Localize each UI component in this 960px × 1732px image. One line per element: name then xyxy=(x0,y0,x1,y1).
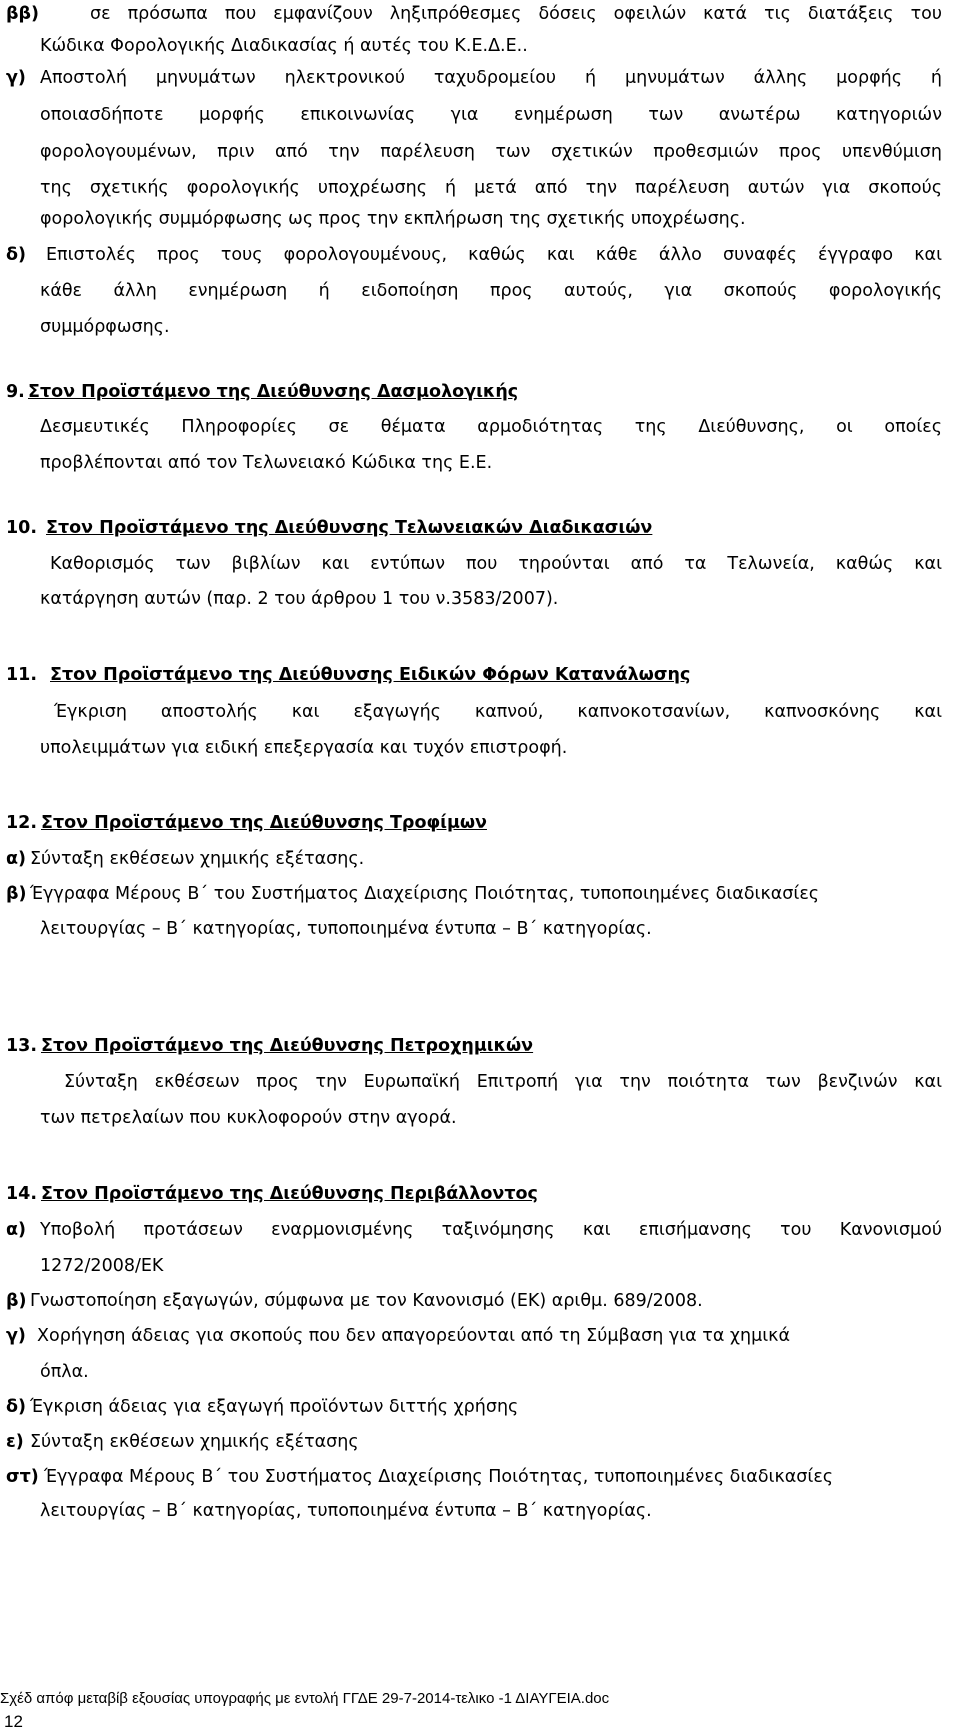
section-heading: Στον Προϊστάμενο της Διεύθυνσης Περιβάλλοντος xyxy=(41,1184,538,1204)
paragraph-line: φορολογουμένων, πριν από την παρέλευση των σχετικών προθεσμιών προς υπενθύμιση xyxy=(40,142,942,162)
section-number: 10. xyxy=(6,518,38,538)
page-number: 12 xyxy=(4,1712,23,1731)
paragraph-line: Κώδικα Φορολογικής Διαδικασίας ή αυτές του Κ.Ε.Δ.Ε.. xyxy=(40,36,528,56)
paragraph-line: Σύνταξη εκθέσεων χημικής εξέτασης xyxy=(30,1432,359,1452)
item-marker: ε) xyxy=(6,1432,24,1452)
paragraph-line: Έγγραφα Μέρους Β΄ του Συστήματος Διαχείρισης Ποιότητας, τυποποιημένες διαδικασίες xyxy=(30,884,820,904)
item-marker: γ) xyxy=(6,1326,26,1346)
paragraph-line: των πετρελαίων που κυκλοφορούν στην αγορά. xyxy=(40,1108,457,1128)
paragraph-line: υπολειμμάτων για ειδική επεξεργασία και τυχόν επιστροφή. xyxy=(40,738,568,758)
item-marker: δ) xyxy=(6,1397,27,1417)
paragraph-line: προβλέπονται από τον Τελωνειακό Κώδικα της Ε.Ε. xyxy=(40,453,493,473)
paragraph-line: κατάργηση αυτών (παρ. 2 του άρθρου 1 του ν.3583/2007). xyxy=(40,589,559,609)
section-number: 13. xyxy=(6,1036,38,1056)
paragraph-line: Δεσμευτικές Πληροφορίες σε θέματα αρμοδιότητας της Διεύθυνσης, οι οποίες xyxy=(40,417,942,437)
item-marker: γ) xyxy=(6,68,26,88)
paragraph-line: Σύνταξη εκθέσεων χημικής εξέτασης. xyxy=(30,849,365,869)
section-number: 11. xyxy=(6,665,38,685)
paragraph-line: συμμόρφωσης. xyxy=(40,317,170,337)
paragraph-line: Έγκριση άδειας για εξαγωγή προϊόντων διττής χρήσης xyxy=(30,1397,519,1417)
section-number: 9. xyxy=(6,382,25,402)
paragraph-line: σε πρόσωπα που εμφανίζουν ληξιπρόθεσμες δόσεις οφειλών κατά τις διατάξεις του xyxy=(90,4,942,24)
item-marker: α) xyxy=(6,1220,27,1240)
section-heading: Στον Προϊστάμενο της Διεύθυνσης Ειδικών Φόρων Κατανάλωσης xyxy=(50,665,691,685)
paragraph-line: κάθε άλλη ενημέρωση ή ειδοποίηση προς αυτούς, για σκοπούς φορολογικής xyxy=(40,281,942,301)
paragraph-line: Καθορισμός των βιβλίων και εντύπων που τηρούνται από τα Τελωνεία, καθώς και xyxy=(50,554,942,574)
paragraph-line: Χορήγηση άδειας για σκοπούς που δεν απαγορεύονται από τη Σύμβαση για τα χημικά xyxy=(37,1326,791,1346)
paragraph-line: Γνωστοποίηση εξαγωγών, σύμφωνα με τον Κανονισμό (ΕΚ) αριθμ. 689/2008. xyxy=(30,1291,703,1311)
footer-filename: Σχέδ απόφ μεταβίβ εξουσίας υπογραφής με εντολή ΓΓΔΕ 29-7-2014-τελικο -1 ΔΙΑΥΓΕΙΑ.doc xyxy=(0,1690,610,1707)
section-heading: Στον Προϊστάμενο της Διεύθυνσης Δασμολογικής xyxy=(28,382,519,402)
item-marker: δ) xyxy=(6,245,27,265)
item-marker: β) xyxy=(6,884,27,904)
paragraph-line: Έγγραφα Μέρους Β΄ του Συστήματος Διαχείρισης Ποιότητας, τυποποιημένες διαδικασίες xyxy=(44,1467,834,1487)
paragraph-line: λειτουργίας – Β΄ κατηγορίας, τυποποιημένα έντυπα – Β΄ κατηγορίας. xyxy=(40,1501,652,1521)
paragraph-line: Έγκριση αποστολής και εξαγωγής καπνού, καπνοκοτσανίων, καπνοσκόνης και xyxy=(54,702,942,722)
section-heading: Στον Προϊστάμενο της Διεύθυνσης Τροφίμων xyxy=(41,813,487,833)
item-marker: ββ) xyxy=(6,4,40,24)
section-number: 14. xyxy=(6,1184,38,1204)
paragraph-line: φορολογικής συμμόρφωσης ως προς την εκπλήρωση της σχετικής υποχρέωσης. xyxy=(40,209,746,229)
item-marker: στ) xyxy=(6,1467,39,1487)
paragraph-line: Αποστολή μηνυμάτων ηλεκτρονικού ταχυδρομείου ή μηνυμάτων άλλης μορφής ή xyxy=(40,68,942,88)
paragraph-line: Σύνταξη εκθέσεων προς την Ευρωπαϊκή Επιτροπή για την ποιότητα των βενζινών και xyxy=(64,1072,942,1092)
paragraph-line: οποιασδήποτε μορφής επικοινωνίας για ενημέρωση των ανωτέρω κατηγοριών xyxy=(40,105,942,125)
paragraph-line: Επιστολές προς τους φορολογουμένους, καθώς και κάθε άλλο συναφές έγγραφο και xyxy=(46,245,942,265)
paragraph-line: 1272/2008/ΕΚ xyxy=(40,1256,164,1276)
section-heading: Στον Προϊστάμενο της Διεύθυνσης Τελωνειακών Διαδικασιών xyxy=(46,518,653,538)
paragraph-line: Υποβολή προτάσεων εναρμονισμένης ταξινόμησης και επισήμανσης του Κανονισμού xyxy=(40,1220,942,1240)
paragraph-line: όπλα. xyxy=(40,1362,89,1382)
paragraph-line: της σχετικής φορολογικής υποχρέωσης ή μετά από την παρέλευση αυτών για σκοπούς xyxy=(40,178,942,198)
section-number: 12. xyxy=(6,813,38,833)
item-marker: α) xyxy=(6,849,27,869)
item-marker: β) xyxy=(6,1291,27,1311)
paragraph-line: λειτουργίας – Β΄ κατηγορίας, τυποποιημένα έντυπα – Β΄ κατηγορίας. xyxy=(40,919,652,939)
section-heading: Στον Προϊστάμενο της Διεύθυνσης Πετροχημικών xyxy=(41,1036,534,1056)
